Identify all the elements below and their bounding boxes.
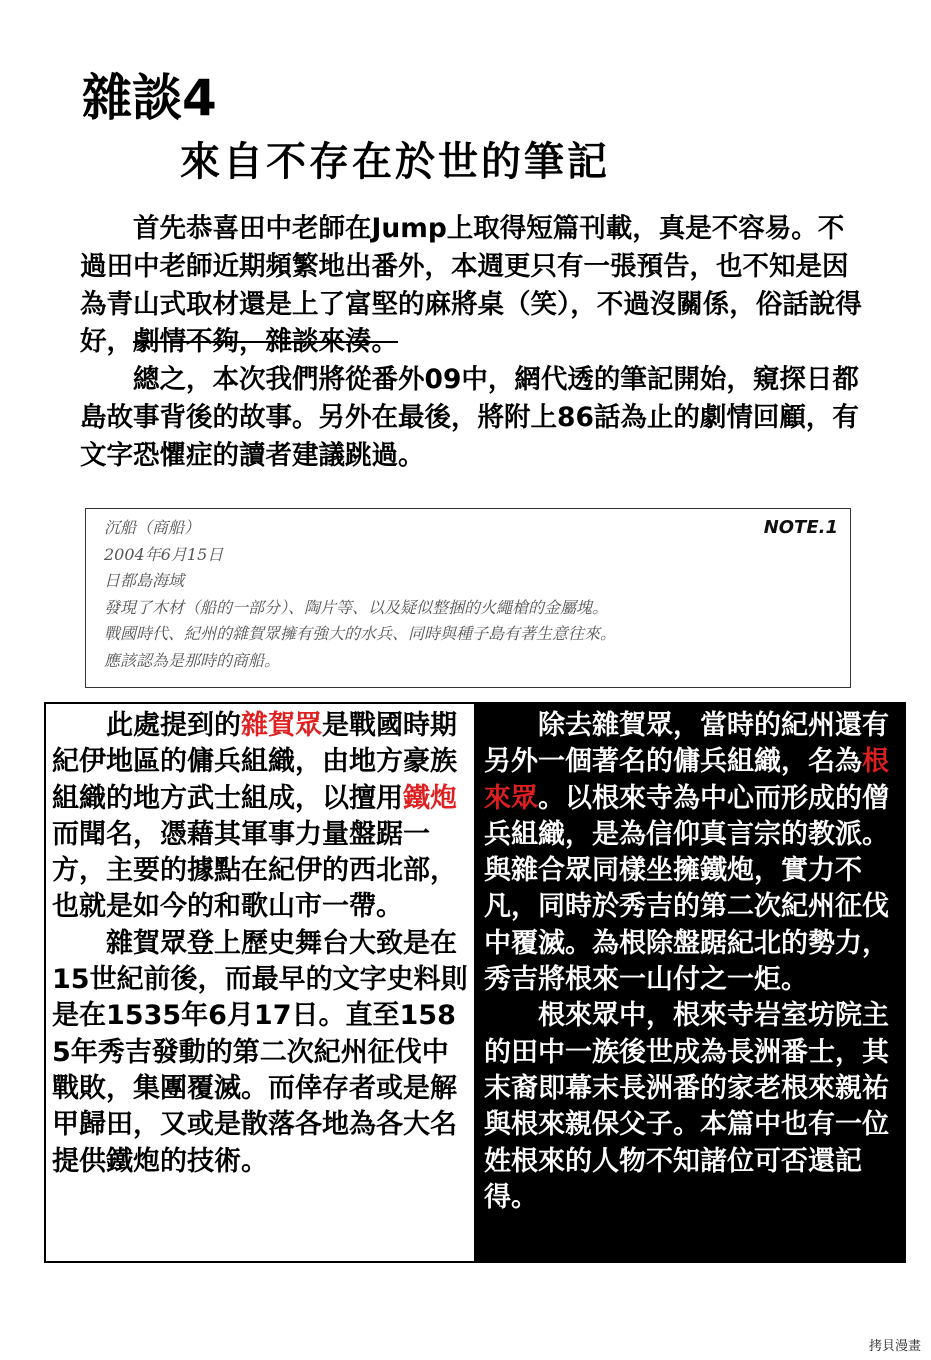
note-box <box>85 508 851 688</box>
right-text: 。以根來寺為中心而形成的僧兵組織，是為信仰真言宗的教派。與雜合眾同樣坐擁鐵炮，實力不凡，同時於秀吉的第二次紀州征伐中覆滅。為根除盤踞紀北的勢力，秀吉將根來一山付之一炬。 <box>484 782 889 996</box>
watermark: 拷貝漫畫 <box>868 1339 921 1354</box>
right-paragraph-2: 根來眾中，根來寺岩室坊院主的田中一族後世成為長洲番士，其末裔即幕末長洲番的家老根來親祐與根來親保父子。本篇中也有一位姓根來的人物不知諸位可否還記得。 <box>484 1000 889 1213</box>
right-paragraph-1 <box>484 708 900 998</box>
left-paragraph-2: 雜賀眾登上歷史舞台大致是在15世紀前後，而最早的文字史料則是在1535年6月17日。直至1585年秀吉發動的第二次紀州征伐中戰敗，集團覆滅。而倖存者或是解甲歸田，又或是散落各地為各大名提供鐵炮的技術。 <box>52 927 468 1177</box>
left-column <box>46 704 474 1261</box>
left-text: 是戰國時期紀伊地區的傭兵組織，由地方豪族組織的地方武士組成，以擅用 <box>52 710 457 814</box>
right-column <box>474 704 904 1261</box>
left-paragraph-1 <box>52 708 468 926</box>
page-subtitle: 來自不存在於世的筆記 <box>180 139 610 185</box>
highlight-negoro: 根來眾 <box>484 746 889 814</box>
left-text: 此處提到的 <box>106 710 241 741</box>
right-text: 除去雜賀眾，當時的紀州還有另外一個著名的傭兵組織，名為 <box>484 710 889 778</box>
intro-paragraph-2: 總之，本次我們將從番外09中，網代透的筆記開始，窺探日都島故事背後的故事。另外在最後，將附上86話為止的劇情回顧，有文字恐懼症的讀者建議跳過。 <box>80 364 859 471</box>
note-line: 戰國時代、紀州的雜賀眾擁有強大的水兵、同時與種子島有著生意往來。 <box>104 624 617 643</box>
intro-text <box>80 210 862 475</box>
intro-strikethrough-text: 劇情不夠，雜談來湊。 <box>133 326 398 358</box>
note-line: 發現了木材（船的一部分）、陶片等、以及疑似整捆的火繩槍的金屬塊。 <box>104 597 609 617</box>
note-lines <box>104 515 616 674</box>
note-line: 2004年6月15日 <box>104 544 224 564</box>
left-text: 而聞名，憑藉其軍事力量盤踞一方，主要的據點在紀伊的西北部，也就是如今的和歌山市一帶。 <box>52 818 457 923</box>
highlight-teppo: 鐵炮 <box>403 782 457 814</box>
note-label: NOTE.1 <box>763 517 838 538</box>
note-line: 沉船（商船） <box>104 518 201 537</box>
note-line: 日都島海域 <box>104 571 185 590</box>
explanation-panel <box>44 702 906 1263</box>
intro-paragraph-1 <box>80 210 862 361</box>
intro-paragraph-1-text: 首先恭喜田中老師在Jump上取得短篇刊載，真是不容易。不過田中老師近期頻繁地出番外，本週更只有一張預告，也不知是因為青山式取材還是上了富堅的麻將桌（笑），不過沒關係，俗話說得好， <box>80 213 862 358</box>
note-line: 應該認為是那時的商船。 <box>104 650 281 670</box>
highlight-saika: 雜賀眾 <box>241 710 322 741</box>
page-title: 雜談4 <box>82 69 217 127</box>
